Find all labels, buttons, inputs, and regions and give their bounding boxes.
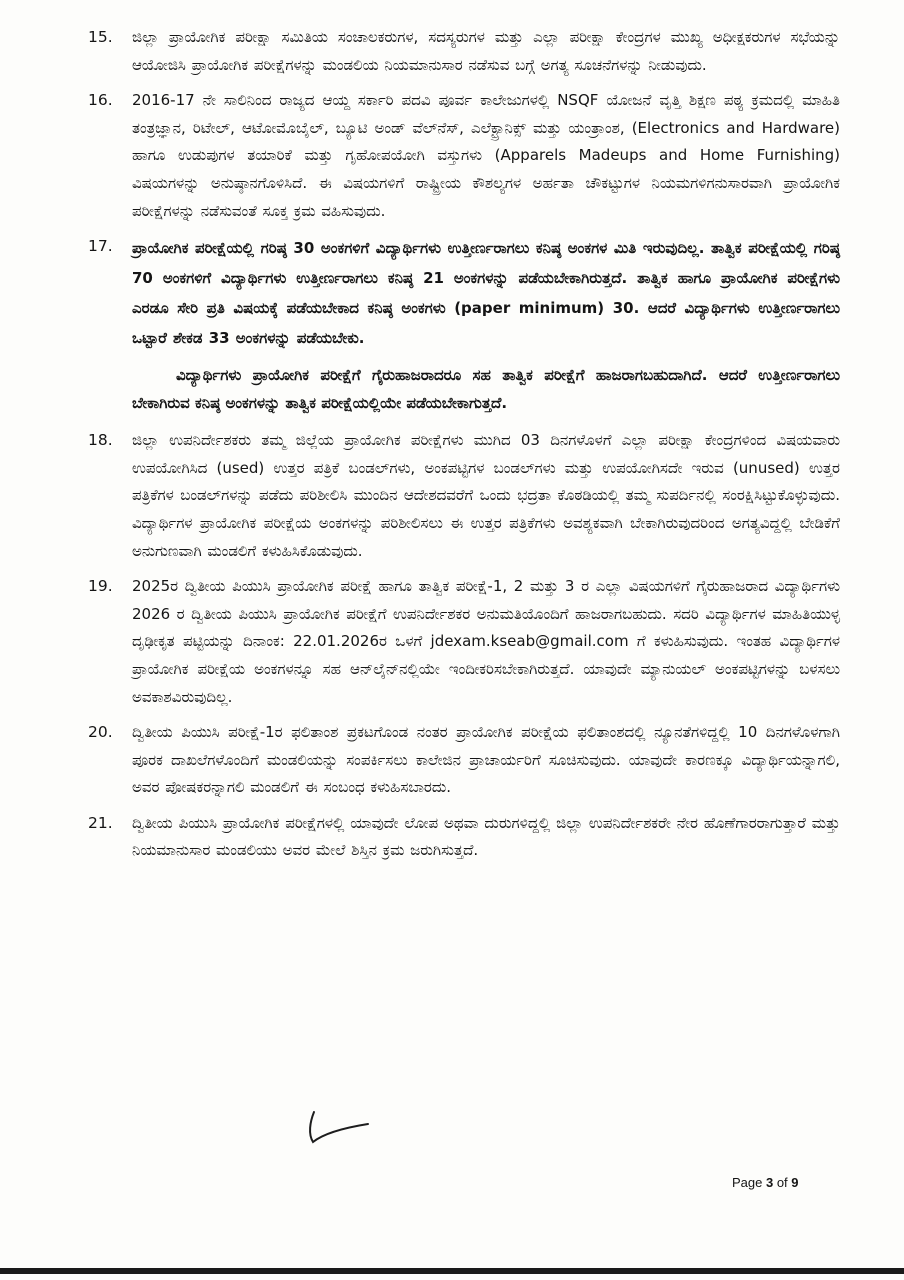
list-item-18 — [88, 427, 840, 565]
item-text: ದ್ವಿತೀಯ ಪಿಯುಸಿ ಪ್ರಾಯೋಗಿಕ ಪರೀಕ್ಷೆಗಳಲ್ಲಿ ಯಾವುದೇ ಲೋಪ ಅಥವಾ ದುರುಗಳಿದ್ದಲ್ಲಿ ಜಿಲ್ಲಾ ಉಪನಿರ್ದೇಶಕರೇ ನೇರ ಹೊಣೆಗಾರರಾಗುತ್ತಾರೆ ಮತ್ತು ನಿಯಮಾನುಸಾರ ಮಂಡಲಿಯು ಅವರ ಮೇಲೆ ಶಿಸ್ತಿನ ಕ್ರಮ ಜರುಗಿಸುತ್ತದೆ. — [132, 813, 840, 860]
page-number — [732, 1175, 799, 1190]
list-item-17 — [88, 233, 840, 353]
item-number: 18. — [88, 431, 113, 450]
item-number: 15. — [88, 28, 113, 46]
item-17-continuation: ವಿದ್ಯಾರ್ಥಿಗಳು ಪ್ರಾಯೋಗಿಕ ಪರೀಕ್ಷೆಗೆ ಗೈರುಹಾಜರಾದರೂ ಸಹ ತಾತ್ವಿಕ ಪರೀಕ್ಷೆಗೆ ಹಾಜರಾಗಬಹುದಾಗಿದೆ. ಆದರೆ ಉತ್ತೀರ್ಣರಾಗಲು ಬೇಕಾಗಿರುವ ಕನಿಷ್ಠ ಅಂಕಗಳನ್ನು ತಾತ್ವಿಕ ಪರೀಕ್ಷೆಯಲ್ಲಿಯೇ ಪಡೆಯಬೇಕಾಗುತ್ತದೆ. — [132, 366, 840, 413]
list-item-21 — [88, 810, 840, 865]
document-body — [88, 24, 840, 873]
item-number: 17. — [88, 237, 113, 256]
page-total: 9 — [791, 1175, 799, 1190]
item-number: 21. — [88, 813, 113, 832]
list-item-19 — [88, 573, 840, 711]
list-item-15 — [88, 24, 840, 79]
item-text: ಜಿಲ್ಲಾ ಪ್ರಾಯೋಗಿಕ ಪರೀಕ್ಷಾ ಸಮಿತಿಯ ಸಂಚಾಲಕರುಗಳ, ಸದಸ್ಯರುಗಳ ಮತ್ತು ಎಲ್ಲಾ ಪರೀಕ್ಷಾ ಕೇಂದ್ರಗಳ ಮುಖ್ಯ ಅಧೀಕ್ಷಕರುಗಳ ಸಭೆಯನ್ನು ಆಯೋಜಿಸಿ ಪ್ರಾಯೋಗಿಕ ಪರೀಕ್ಷೆಗಳನ್ನು ಮಂಡಲಿಯ ನಿಯಮಾನುಸಾರ ನಡೆಸುವ ಬಗ್ಗೆ ಅಗತ್ಯ ಸೂಚನೆಗಳನ್ನು ನೀಡುವುದು. — [132, 28, 840, 74]
item-text: 2016-17 ನೇ ಸಾಲಿನಿಂದ ರಾಜ್ಯದ ಆಯ್ದ ಸರ್ಕಾರಿ ಪದವಿ ಪೂರ್ವ ಕಾಲೇಜುಗಳಲ್ಲಿ NSQF ಯೋಜನೆ ವೃತ್ತಿ ಶಿಕ್ಷಣ ಪಠ್ಯ ಕ್ರಮದಲ್ಲಿ ಮಾಹಿತಿ ತಂತ್ರಜ್ಞಾನ, ರಿಟೇಲ್, ಆಟೋಮೊಬೈಲ್, ಬ್ಯೂಟಿ ಅಂಡ್ ವೆಲ್‌ನೆಸ್, ಎಲೆಕ್ಟ್ರಾನಿಕ್ಸ್ ಮತ್ತು ಯಂತ್ರಾಂಶ, (Electronics and Hardware) ಹಾಗೂ ಉಡುಪುಗಳ ತಯಾರಿಕೆ ಮತ್ತು ಗೃಹೋಪಯೋಗಿ ವಸ್ತುಗಳು (Apparels Madeups and Home Furnishing) ವಿಷಯಗಳನ್ನು ಅನುಷ್ಠಾನಗೊಳಿಸಿದೆ. ಈ ವಿಷಯಗಳಿಗೆ ರಾಷ್ಟ್ರೀಯ ಕೌಶಲ್ಯಗಳ ಅರ್ಹತಾ ಚೌಕಟ್ಟುಗಳ ನಿಯಮಗಳಿಗನುಸಾರವಾಗಿ ಪ್ರಾಯೋಗಿಕ ಪರೀಕ್ಷೆಗಳನ್ನು ನಡೆಸುವಂತೆ ಸೂಕ್ತ ಕ್ರಮ ವಹಿಸುವುದು. — [132, 91, 840, 220]
item-text: ಜಿಲ್ಲಾ ಉಪನಿರ್ದೇಶಕರು ತಮ್ಮ ಜಿಲ್ಲೆಯ ಪ್ರಾಯೋಗಿಕ ಪರೀಕ್ಷೆಗಳು ಮುಗಿದ 03 ದಿನಗಳೊಳಗೆ ಎಲ್ಲಾ ಪರೀಕ್ಷಾ ಕೇಂದ್ರಗಳಿಂದ ವಿಷಯವಾರು ಉಪಯೋಗಿಸಿದ (used) ಉತ್ತರ ಪತ್ರಿಕೆ ಬಂಡಲ್‌ಗಳು, ಅಂಕಪಟ್ಟಿಗಳ ಬಂಡಲ್‌ಗಳು ಮತ್ತು ಉಪಯೋಗಿಸದೇ ಇರುವ (unused) ಉತ್ತರ ಪತ್ರಿಕೆಗಳ ಬಂಡಲ್‌ಗಳನ್ನು ಪಡೆದು ಪರಿಶೀಲಿಸಿ ಮುಂದಿನ ಆದೇಶದವರೆಗೆ ಒಂದು ಭದ್ರತಾ ಕೊಠಡಿಯಲ್ಲಿ ತಮ್ಮ ಸುಪರ್ದಿನಲ್ಲಿ ಸಂರಕ್ಷಿಸಿಟ್ಟುಕೊಳ್ಳುವುದು. ವಿದ್ಯಾರ್ಥಿಗಳ ಪ್ರಾಯೋಗಿಕ ಪರೀಕ್ಷೆಯ ಅಂಕಗಳನ್ನು ಪರಿಶೀಲಿಸಲು ಈ ಉತ್ತರ ಪತ್ರಿಕೆಗಳು ಅವಶ್ಯಕವಾಗಿ ಬೇಕಾಗಿರುವುದರಿಂದ ಅಗತ್ಯವಿದ್ದಲ್ಲಿ ಬೇಡಿಕೆಗೆ ಅನುಗುಣವಾಗಿ ಮಂಡಲಿಗೆ ಕಳುಹಿಸಿಕೊಡುವುದು. — [132, 431, 840, 560]
item-number: 16. — [88, 91, 113, 110]
item-text: ಪ್ರಾಯೋಗಿಕ ಪರೀಕ್ಷೆಯಲ್ಲಿ ಗರಿಷ್ಠ 30 ಅಂಕಗಳಿಗೆ ವಿದ್ಯಾರ್ಥಿಗಳು ಉತ್ತೀರ್ಣರಾಗಲು ಕನಿಷ್ಠ ಅಂಕಗಳ ಮಿತಿ ಇರುವುದಿಲ್ಲ. ತಾತ್ವಿಕ ಪರೀಕ್ಷೆಯಲ್ಲಿ ಗರಿಷ್ಠ 70 ಅಂಕಗಳಿಗೆ ವಿದ್ಯಾರ್ಥಿಗಳು ಉತ್ತೀರ್ಣರಾಗಲು ಕನಿಷ್ಠ 21 ಅಂಕಗಳನ್ನು ಪಡೆಯಬೇಕಾಗಿರುತ್ತದೆ. ತಾತ್ವಿಕ ಹಾಗೂ ಪ್ರಾಯೋಗಿಕ ಪರೀಕ್ಷೆಗಳು ಎರಡೂ ಸೇರಿ ಪ್ರತಿ ವಿಷಯಕ್ಕೆ ಪಡೆಯಬೇಕಾದ ಕನಿಷ್ಠ ಅಂಕಗಳು (paper minimum) 30. ಆದರೆ ವಿದ್ಯಾರ್ಥಿಗಳು ಉತ್ತೀರ್ಣರಾಗಲು ಒಟ್ಟಾರೆ ಶೇಕಡ 33 ಅಂಕಗಳನ್ನು ಪಡೆಯಬೇಕು. — [132, 239, 840, 348]
item-number: 20. — [88, 723, 113, 742]
list-item-16 — [88, 87, 840, 225]
bottom-border — [0, 1268, 904, 1274]
item-number: 19. — [88, 577, 113, 596]
item-text: 2025ರ ದ್ವಿತೀಯ ಪಿಯುಸಿ ಪ್ರಾಯೋಗಿಕ ಪರೀಕ್ಷೆ ಹಾಗೂ ತಾತ್ವಿಕ ಪರೀಕ್ಷೆ-1, 2 ಮತ್ತು 3 ರ ಎಲ್ಲಾ ವಿಷಯಗಳಿಗೆ ಗೈರುಹಾಜರಾದ ವಿದ್ಯಾರ್ಥಿಗಳು 2026 ರ ದ್ವಿತೀಯ ಪಿಯುಸಿ ಪ್ರಾಯೋಗಿಕ ಪರೀಕ್ಷೆಗೆ ಉಪನಿರ್ದೇಶಕರ ಅನುಮತಿಯೊಂದಿಗೆ ಹಾಜರಾಗಬಹುದು. ಸದರಿ ವಿದ್ಯಾರ್ಥಿಗಳ ಮಾಹಿತಿಯುಳ್ಳ ದೃಢೀಕೃತ ಪಟ್ಟಿಯನ್ನು ದಿನಾಂಕ: 22.01.2026ರ ಒಳಗೆ jdexam.kseab@gmail.com ಗೆ ಕಳುಹಿಸುವುದು. ಇಂತಹ ವಿದ್ಯಾರ್ಥಿಗಳ ಪ್ರಾಯೋಗಿಕ ಪರೀಕ್ಷೆಯ ಅಂಕಗಳನ್ನೂ ಸಹ ಆನ್‌ಲೈನ್‌ನಲ್ಲಿಯೇ ಇಂದೀಕರಿಸಬೇಕಾಗಿರುತ್ತದೆ. ಯಾವುದೇ ಮ್ಯಾನುಯಲ್ ಅಂಕಪಟ್ಟಿಗಳನ್ನು ಬಳಸಲು ಅವಕಾಶವಿರುವುದಿಲ್ಲ. — [132, 577, 840, 706]
page-prefix: Page — [732, 1175, 766, 1190]
signature-mark — [304, 1108, 374, 1148]
item-text: ದ್ವಿತೀಯ ಪಿಯುಸಿ ಪರೀಕ್ಷೆ-1ರ ಫಲಿತಾಂಶ ಪ್ರಕಟಗೊಂಡ ನಂತರ ಪ್ರಾಯೋಗಿಕ ಪರೀಕ್ಷೆಯ ಫಲಿತಾಂಶದಲ್ಲಿ ನ್ಯೂನತೆಗಳಿದ್ದಲ್ಲಿ 10 ದಿನಗಳೊಳಗಾಗಿ ಪೂರಕ ದಾಖಲೆಗಳೊಂದಿಗೆ ಮಂಡಲಿಯನ್ನು ಸಂಪರ್ಕಿಸಲು ಕಾಲೇಜಿನ ಪ್ರಾಚಾರ್ಯರಿಗೆ ಸೂಚಿಸುವುದು. ಯಾವುದೇ ಕಾರಣಕ್ಕೂ ವಿದ್ಯಾರ್ಥಿಯನ್ನಾಗಲಿ, ಅವರ ಪೋಷಕರನ್ನಾಗಲಿ ಮಂಡಲಿಗೆ ಈ ಸಂಬಂಧ ಕಳುಹಿಸಬಾರದು. — [132, 723, 840, 797]
page-current: 3 — [765, 1175, 774, 1190]
list-item-20 — [88, 719, 840, 802]
page-of: of — [773, 1175, 792, 1190]
